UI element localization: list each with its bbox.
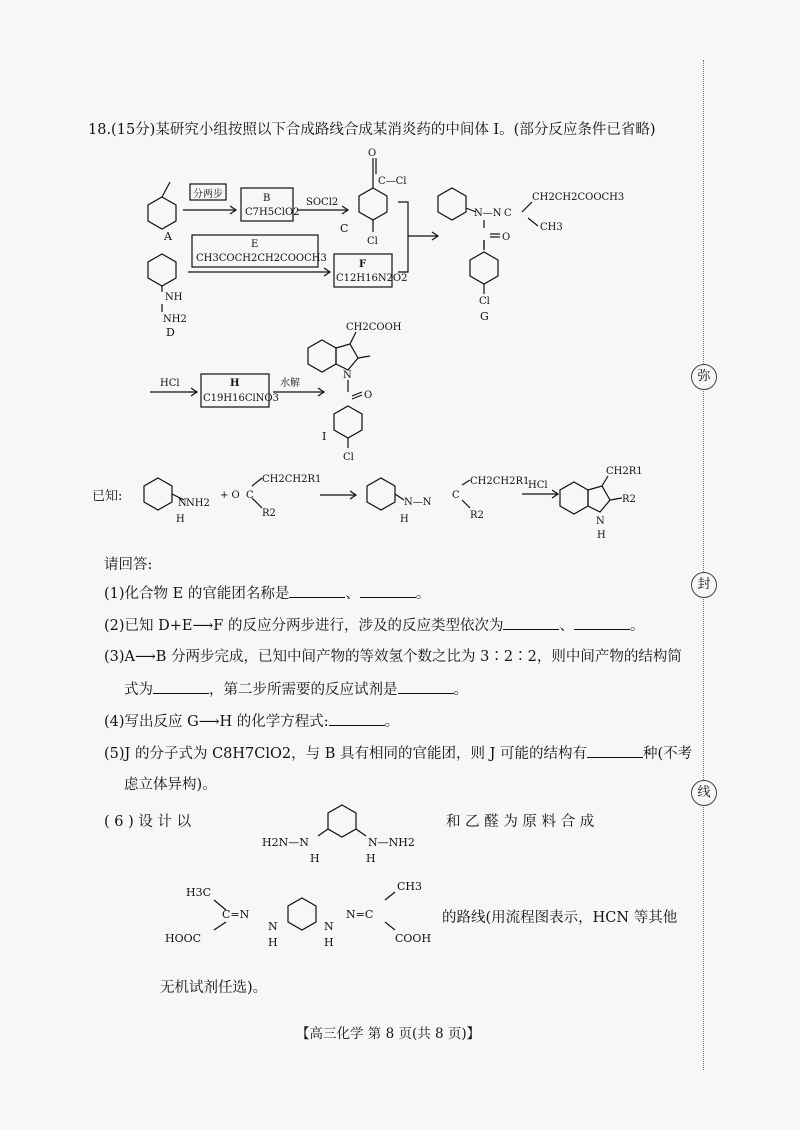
known-r2: R2 bbox=[262, 508, 276, 519]
b-name: B bbox=[263, 193, 271, 204]
q3-end: 。 bbox=[453, 682, 468, 698]
hydrolysis-label: 水解 bbox=[280, 378, 300, 389]
known-ring-4 bbox=[588, 486, 610, 512]
q6-reactant-h-right: H bbox=[366, 852, 376, 865]
step1-label: 分两步 bbox=[193, 189, 223, 200]
q5-text: (5)J 的分子式为 C8H7ClO2，与 B 具有相同的官能团，则 J 可能的结构有 bbox=[104, 746, 588, 762]
question-3-line2 bbox=[124, 679, 468, 700]
q6-reactant-left: H2N—N bbox=[262, 836, 309, 849]
question-1 bbox=[104, 583, 430, 604]
ring-g-top bbox=[438, 188, 466, 220]
ring-i-pyrrole bbox=[336, 344, 358, 370]
q3-blank-1[interactable] bbox=[153, 679, 209, 694]
h-formula: C19H16ClNO3 bbox=[203, 393, 279, 404]
known-nh2: NH2 bbox=[186, 498, 210, 509]
q1-blank-1[interactable] bbox=[289, 583, 345, 598]
e-formula: CH3COCH2CH2COOCH3 bbox=[196, 253, 327, 264]
q6-hooc: HOOC bbox=[165, 932, 202, 945]
q6-n-left: N bbox=[268, 920, 278, 933]
f-formula: C12H16N2O2 bbox=[336, 273, 408, 284]
known-indole-r2: R2 bbox=[622, 494, 636, 505]
q2-blank-2[interactable] bbox=[574, 615, 630, 630]
page-footer: 【高三化学 第 8 页(共 8 页)】 bbox=[296, 1026, 481, 1042]
known-product-c: C bbox=[452, 490, 460, 501]
known-ring-2 bbox=[367, 478, 395, 510]
q6-h-right: H bbox=[324, 936, 334, 949]
q1-text: (1)化合物 E 的官能团名称是 bbox=[104, 586, 290, 602]
q4-end: 。 bbox=[384, 714, 400, 730]
q1-end: 。 bbox=[415, 586, 431, 602]
q6-n-right: N bbox=[324, 920, 334, 933]
q6-reactant-ring bbox=[328, 805, 356, 837]
c-cl: Cl bbox=[367, 236, 378, 247]
known-label: 已知: bbox=[92, 489, 123, 504]
q2-sep: 、 bbox=[559, 618, 574, 634]
question-4 bbox=[104, 711, 399, 732]
ring-d bbox=[148, 254, 176, 286]
q6-h-left: H bbox=[268, 936, 278, 949]
f-name: F bbox=[359, 259, 367, 270]
d-nh2: NH2 bbox=[163, 314, 187, 325]
ring-g-bottom bbox=[470, 252, 498, 284]
binding-mark-mi: 弥 bbox=[691, 364, 717, 390]
question-5-line1 bbox=[104, 743, 692, 764]
question-6-route: 的路线(用流程图表示，HCN 等其他 bbox=[442, 910, 678, 926]
g-nn: N—N bbox=[474, 208, 502, 219]
known-ring-3 bbox=[560, 482, 588, 514]
q2-text: (2)已知 D+E⟶F 的反应分两步进行，涉及的反应类型依次为 bbox=[104, 618, 504, 634]
label-c: C bbox=[340, 222, 349, 235]
e-name: E bbox=[251, 239, 259, 250]
known-hcl: HCl bbox=[528, 480, 548, 491]
known-indole-n: N bbox=[596, 516, 605, 527]
q6-ch3: CH3 bbox=[397, 880, 423, 893]
i-chain: CH2COOH bbox=[346, 322, 402, 333]
question-6-end: 无机试剂任选)。 bbox=[160, 980, 268, 996]
d-nh: NH bbox=[165, 292, 183, 303]
questions-intro: 请回答: bbox=[104, 557, 153, 573]
known-product-r2: R2 bbox=[470, 510, 484, 521]
known-indole-h: H bbox=[597, 530, 606, 541]
i-oxygen: O bbox=[364, 390, 373, 401]
q1-blank-2[interactable] bbox=[360, 583, 416, 598]
label-a: A bbox=[164, 230, 172, 243]
q2-end: 。 bbox=[629, 618, 645, 634]
binding-mark-xian: 线 bbox=[691, 780, 717, 806]
known-h: H bbox=[176, 514, 185, 525]
c-oxygen: O bbox=[368, 148, 377, 159]
known-plus-o: + O bbox=[220, 490, 240, 501]
q3-blank-2[interactable] bbox=[398, 679, 454, 694]
label-d: D bbox=[166, 326, 175, 339]
q5-blank[interactable] bbox=[587, 743, 643, 758]
label-g: G bbox=[480, 310, 489, 323]
q6-cooh: COOH bbox=[395, 932, 432, 945]
q6-product-ring bbox=[288, 898, 316, 930]
q6-h3c: H3C bbox=[186, 886, 212, 899]
g-c: C bbox=[504, 208, 512, 219]
ring-i-benzo bbox=[308, 340, 336, 372]
known-product-n: N—N bbox=[404, 497, 432, 508]
question-3-line1: (3)A⟶B 分两步完成，已知中间产物的等效氢个数之比为 3∶2∶2，则中间产物的结构简 bbox=[104, 649, 682, 665]
known-chain: CH2CH2R1 bbox=[262, 474, 322, 485]
known-c: C bbox=[246, 490, 254, 501]
label-i: I bbox=[322, 430, 327, 443]
ring-a bbox=[148, 197, 176, 229]
hcl-label: HCl bbox=[160, 378, 180, 389]
question-2 bbox=[104, 615, 644, 636]
ring-i-phenyl bbox=[334, 406, 362, 438]
question-6-left: ( 6 ) 设 计 以 bbox=[104, 814, 192, 830]
q5-end: 种(不考 bbox=[643, 746, 693, 762]
known-product-chain: CH2CH2R1 bbox=[470, 476, 530, 487]
q6-cn-right: N=C bbox=[346, 908, 374, 921]
known-product-h: H bbox=[400, 514, 409, 525]
q2-blank-1[interactable] bbox=[503, 615, 559, 630]
c-cocl: C—Cl bbox=[378, 176, 407, 187]
question-5-line2: 虑立体异构)。 bbox=[124, 777, 217, 793]
g-cl: Cl bbox=[479, 296, 490, 307]
question-header: 18.(15分)某研究小组按照以下合成路线合成某消炎药的中间体 I。(部分反应条件已省略) bbox=[88, 122, 656, 138]
g-chain: CH2CH2COOCH3 bbox=[532, 192, 625, 203]
q3-text: 式为 bbox=[124, 682, 153, 698]
q1-sep: 、 bbox=[345, 586, 360, 602]
known-ring-1 bbox=[144, 478, 172, 510]
q6-reactant-right: N—NH2 bbox=[368, 836, 415, 849]
binding-mark-feng: 封 bbox=[691, 572, 717, 598]
known-n: N bbox=[178, 498, 187, 509]
q3-mid: ，第二步所需要的反应试剂是 bbox=[209, 682, 398, 698]
g-oxygen: O bbox=[502, 232, 511, 243]
i-n: N bbox=[343, 370, 352, 381]
q6-cn-left: C=N bbox=[222, 908, 250, 921]
known-indole-sub: CH2R1 bbox=[606, 466, 643, 477]
ring-c bbox=[359, 188, 387, 220]
i-cl: Cl bbox=[343, 452, 354, 463]
h-name: H bbox=[230, 378, 240, 389]
q6-reactant-h-left: H bbox=[310, 852, 320, 865]
socl2-label: SOCl2 bbox=[306, 197, 339, 208]
q4-blank[interactable] bbox=[329, 711, 385, 726]
g-ch3: CH3 bbox=[540, 222, 563, 233]
question-6-right: 和 乙 醛 为 原 料 合 成 bbox=[446, 814, 595, 830]
b-formula: C7H5ClO2 bbox=[245, 207, 300, 218]
q4-text: (4)写出反应 G⟶H 的化学方程式: bbox=[104, 714, 329, 730]
